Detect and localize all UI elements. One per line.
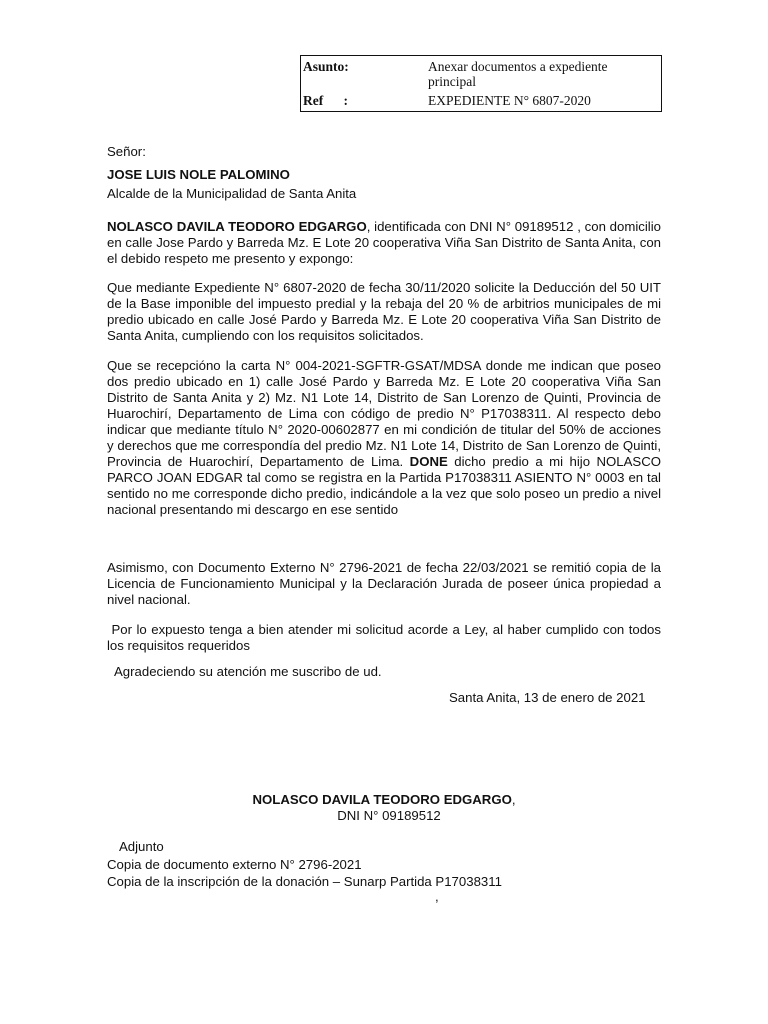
signature-name: NOLASCO DAVILA TEODORO EDGARGO — [252, 792, 512, 807]
closing-line: Agradeciendo su atención me suscribo de ud. — [114, 664, 382, 679]
date-place: Santa Anita, 13 de enero de 2021 — [449, 690, 646, 705]
signature-name-line — [0, 792, 768, 808]
carta-text-2: dicho predio a mi hijo NOLASCO PARCO JOAN EDGAR tal como se registra en la Partida P17038311 ASIENTO N° 0003 en tal sentido no me corresponde dicho predio, indicándole a la vez que solo poseo un predio a nivel nacional presentando mi descargo en ese sentido — [107, 454, 662, 517]
attachments-heading: Adjunto — [119, 839, 164, 854]
sender-name: NOLASCO DAVILA TEODORO EDGARGO — [107, 219, 367, 234]
attachment-item: Copia de la inscripción de la donación – Sunarp Partida P17038311 — [107, 874, 502, 889]
paragraph-request: Por lo expuesto tenga a bien atender mi solicitud acorde a Ley, al haber cumplido con todos los requisitos requeridos — [107, 622, 665, 653]
recipient-name: JOSE LUIS NOLE PALOMINO — [107, 167, 290, 182]
paragraph-carta — [107, 358, 661, 518]
signature-dni: DNI N° 09189512 — [337, 808, 441, 823]
salutation: Señor: — [107, 144, 146, 159]
carta-text-1: Que se recepcióno la carta N° 004-2021-SGFTR-GSAT/MDSA donde me indican que poseo dos predio ubicado en 1) calle José Pardo y Barreda Mz. E Lote 20 cooperativa Viña San Distrito de Santa Anita y 2) Mz. N1 Lote 14, Distrito de San Lorenzo de Quinti, Provincia de Huarochirí, Departamento de Lima con código de predio N° P17038311. Al respecto debo indicar que mediante título N° 2020-00602877 en mi condición de titular del 50% de acciones y derechos que me correspondía del predio Mz. N1 Lote 14, Distrito de San Lorenzo de Quinti, Provincia de Huarochirí, Departamento de Lima. — [107, 358, 661, 469]
paragraph-documento-externo: Asimismo, con Documento Externo N° 2796-2021 de fecha 22/03/2021 se remitió copia de la Licencia de Funcionamiento Municipal y la Declaración Jurada de poseer única propiedad a nivel nacional. — [107, 560, 661, 607]
done-bold: DONE — [409, 454, 448, 469]
trailing-mark: , — [435, 889, 439, 904]
subject-box — [300, 55, 662, 112]
intro-text: , identificada con DNI N° 09189512 , con domicilio en calle Jose Pardo y Barreda Mz. E Lote 20 cooperativa Viña San Distrito de Santa Anita, con el debido respeto me presento y expongo: — [107, 219, 661, 266]
recipient-position: Alcalde de la Municipalidad de Santa Anita — [107, 186, 357, 201]
subject-label: Asunto: — [303, 59, 349, 74]
intro-paragraph — [107, 219, 661, 267]
reference-value: EXPEDIENTE N° 6807-2020 — [428, 93, 591, 108]
signature-comma: , — [511, 792, 516, 807]
paragraph-expediente: Que mediante Expediente N° 6807-2020 de fecha 30/11/2020 solicite la Deducción del 50 UIT de la Base imponible del impuesto predial y la rebaja del 20 % de arbitrios municipales de mi predio ubicado en calle José Pardo y Barreda Mz. E Lote 20 cooperativa Viña San Distrito de Santa Anita, cumpliendo con los requisitos solicitados. — [107, 280, 661, 343]
subject-value: Anexar documentos a expediente principal — [428, 59, 608, 89]
attachment-item: Copia de documento externo N° 2796-2021 — [107, 857, 362, 872]
reference-label: Ref : — [303, 93, 348, 108]
